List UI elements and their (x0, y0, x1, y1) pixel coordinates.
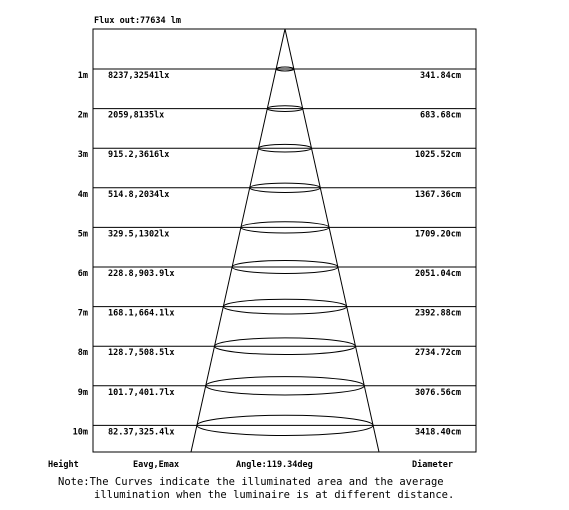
row-diameter-value: 2392.88cm (414, 308, 461, 319)
angle-label: Angle:119.34deg (236, 460, 313, 470)
row-eavg-emax-value: 329.5,1302lx (108, 229, 170, 240)
row-diameter-value: 1367.36cm (414, 189, 461, 200)
row-eavg-emax-value: 915.2,3616lx (108, 150, 170, 161)
row-height-label: 6m (77, 269, 88, 279)
row-height-label: 2m (77, 110, 88, 121)
row-diameter-value: 1025.52cm (414, 150, 461, 161)
note-line-2: illumination when the luminaire is at different distance. (94, 489, 455, 501)
row-diameter-value: 683.68cm (420, 110, 461, 121)
row-eavg-emax-value: 82.37,325.4lx (108, 427, 175, 438)
height-header: Height (48, 460, 79, 470)
row-diameter-value: 1709.20cm (414, 229, 461, 240)
row-height-label: 8m (77, 348, 88, 359)
row-height-label: 4m (77, 189, 88, 200)
illumination-ellipses (197, 67, 373, 436)
row-diameter-value: 2051.04cm (414, 269, 461, 279)
row-eavg-emax-value: 128.7,508.5lx (108, 348, 175, 359)
row-separators (93, 69, 476, 425)
row-eavg-emax-value: 168.1,664.1lx (108, 308, 175, 319)
row-height-label: 5m (77, 229, 88, 240)
row-eavg-emax-value: 101.7,401.7lx (108, 387, 175, 398)
row-height-label: 1m (77, 71, 88, 81)
row-height-label: 9m (77, 387, 88, 398)
row-height-label: 10m (72, 427, 88, 438)
cone-left-edge (191, 29, 285, 452)
row-diameter-value: 2734.72cm (414, 348, 461, 359)
row-eavg-emax-value: 228.8,903.9lx (108, 269, 175, 279)
note-line-1: Note:The Curves indicate the illuminated area and the average (58, 476, 444, 488)
row-height-label: 7m (77, 308, 88, 319)
row-labels (73, 71, 461, 437)
row-diameter-value: 3418.40cm (414, 427, 461, 438)
row-eavg-emax-value: 8237,32541lx (108, 71, 170, 81)
row-eavg-emax-value: 514.8,2034lx (108, 189, 170, 200)
row-diameter-value: 341.84cm (420, 71, 461, 81)
row-eavg-emax-value: 2059,8135lx (108, 110, 165, 121)
row-diameter-value: 3076.56cm (414, 387, 461, 398)
flux-out-label: Flux out:77634 lm (94, 16, 181, 26)
diameter-header: Diameter (412, 460, 453, 470)
row-height-label: 3m (77, 150, 88, 161)
cone-right-edge (285, 29, 379, 452)
eavg-emax-header: Eavg,Emax (133, 460, 180, 470)
